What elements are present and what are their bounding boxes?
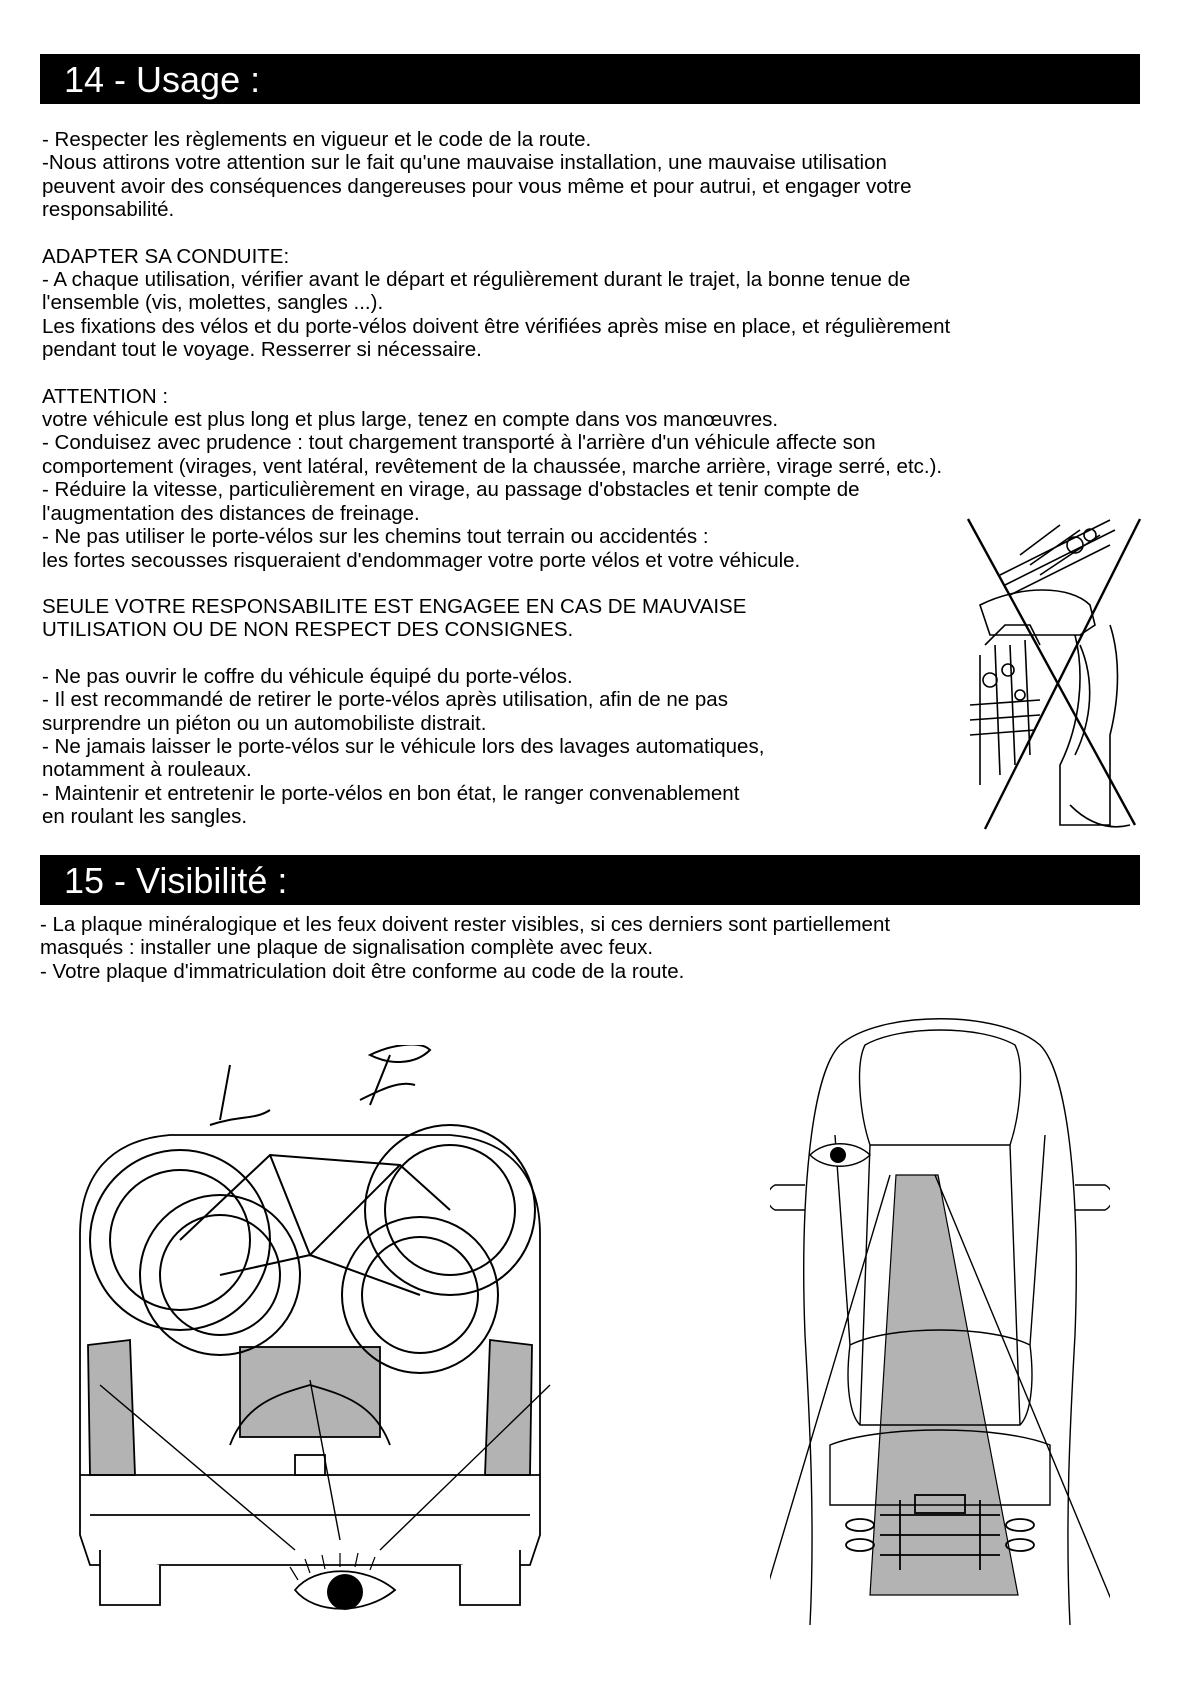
responsibility-warning: SEULE VOTRE RESPONSABILITE EST ENGAGEE EN CAS DE MAUVAISE xyxy=(42,594,747,618)
usage-line: Les fixations des vélos et du porte-vélos doivent être vérifiées après mise en place, et régulièrement xyxy=(42,314,951,338)
usage-line: surprendre un piéton ou un automobiliste distrait. xyxy=(42,711,487,735)
usage-line: - Respecter les règlements en vigueur et le code de la route. xyxy=(42,128,592,151)
section-15-header xyxy=(40,855,1140,905)
section-14-title: 14 - Usage : xyxy=(64,59,261,100)
usage-line: les fortes secousses risqueraient d'endommager votre porte vélos et votre véhicule. xyxy=(42,548,801,572)
visibility-text-block xyxy=(40,913,1120,983)
usage-line: notamment à rouleaux. xyxy=(42,758,252,782)
usage-line: pendant tout le voyage. Resserrer si nécessaire. xyxy=(42,338,482,362)
usage-line: en roulant les sangles. xyxy=(42,805,248,829)
visibility-line: - La plaque minéralogique et les feux doivent rester visibles, si ces derniers sont partiellement xyxy=(40,913,891,936)
usage-line: - Il est recommandé de retirer le porte-vélos après utilisation, afin de ne pas xyxy=(42,688,728,712)
usage-line: - Réduire la vitesse, particulièrement en virage, au passage d'obstacles et tenir compte de xyxy=(42,478,860,502)
usage-line: comportement (virages, vent latéral, revêtement de la chaussée, marche arrière, virage serré, etc.). xyxy=(42,454,943,478)
rear-view-visibility-illustration xyxy=(70,1045,610,1655)
attention-title: ATTENTION : xyxy=(42,384,169,408)
usage-line: responsabilité. xyxy=(42,198,175,222)
usage-line: - Ne jamais laisser le porte-vélos sur le véhicule lors des lavages automatiques, xyxy=(42,734,765,758)
section-14-header xyxy=(40,54,1140,104)
visibility-line: masqués : installer une plaque de signalisation complète avec feux. xyxy=(40,936,654,960)
usage-line: votre véhicule est plus long et plus large, tenez en compte dans vos manœuvres. xyxy=(42,408,779,432)
usage-line: - A chaque utilisation, vérifier avant le départ et régulièrement durant le trajet, la bonne tenue de xyxy=(42,268,911,292)
usage-line: - Ne pas utiliser le porte-vélos sur les chemins tout terrain ou accidentés : xyxy=(42,525,709,549)
visibility-line: - Votre plaque d'immatriculation doit être conforme au code de la route. xyxy=(40,959,685,983)
usage-line: l'augmentation des distances de freinage. xyxy=(42,501,420,525)
usage-line: -Nous attirons votre attention sur le fait qu'une mauvaise installation, une mauvaise utilisation xyxy=(42,151,887,175)
adapt-title: ADAPTER SA CONDUITE: xyxy=(42,244,290,268)
usage-line: l'ensemble (vis, molettes, sangles ...). xyxy=(42,291,384,315)
responsibility-warning: UTILISATION OU DE NON RESPECT DES CONSIGNES. xyxy=(42,618,574,642)
eye-icon xyxy=(810,1144,870,1167)
top-view-visibility-illustration xyxy=(770,1005,1110,1645)
usage-line: peuvent avoir des conséquences dangereuses pour vous même et pour autrui, et engager votre xyxy=(42,174,912,198)
trunk-open-prohibited-illustration xyxy=(960,505,1150,835)
usage-line: - Maintenir et entretenir le porte-vélos en bon état, le ranger convenablement xyxy=(42,781,740,805)
usage-line: - Conduisez avec prudence : tout chargement transporté à l'arrière d'un véhicule affecte son xyxy=(42,431,876,455)
section-15-title: 15 - Visibilité : xyxy=(64,860,288,901)
usage-line: - Ne pas ouvrir le coffre du véhicule équipé du porte-vélos. xyxy=(42,664,573,688)
